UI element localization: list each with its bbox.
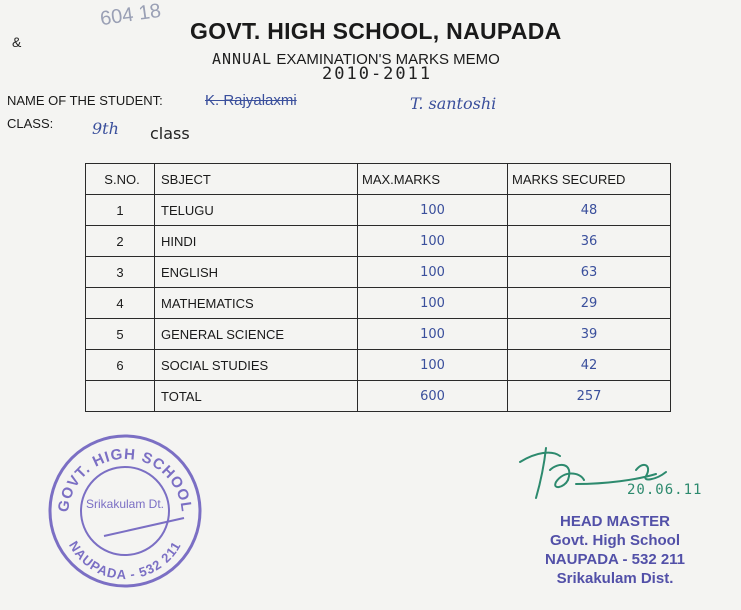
stamp-center-text: Srikakulam Dt. [85,497,165,511]
academic-year: 2010-2011 [322,64,433,84]
header-sno: S.NO. [86,164,155,195]
row-max-marks: 100 [358,226,508,257]
row-sno: 5 [86,319,155,350]
stamp-sign-line [104,518,184,536]
table-row [86,350,671,381]
row-max-marks: 100 [358,350,508,381]
stamp-bottom-text: NAUPADA - 532 211 [66,538,184,583]
headmaster-block [530,512,700,588]
total-marks-secured: 257 [508,381,671,412]
total-row [86,381,671,412]
memo-printed: EXAMINATION'S MARKS MEMO [276,51,500,68]
row-sno: 6 [86,350,155,381]
stamp-inner-ring [81,467,169,555]
table-row [86,257,671,288]
total-sno-empty [86,381,155,412]
name-label: NAME OF THE STUDENT: [7,93,163,108]
row-max-marks: 100 [358,195,508,226]
student-name: T. santoshi [410,94,497,113]
row-marks-secured: 39 [508,319,671,350]
row-max-marks: 100 [358,319,508,350]
hm-line-school: Govt. High School [550,532,680,549]
svg-text:NAUPADA - 532 211 [66,538,184,582]
row-sno: 2 [86,226,155,257]
row-marks-secured: 29 [508,288,671,319]
marks-table [85,163,671,412]
hm-line-title: HEAD MASTER [559,513,670,530]
table-row [86,226,671,257]
row-subject: MATHEMATICS [155,288,358,319]
class-word: class [150,124,190,143]
row-marks-secured: 63 [508,257,671,288]
total-label: TOTAL [155,381,358,412]
row-subject: SOCIAL STUDIES [155,350,358,381]
row-max-marks: 100 [358,288,508,319]
school-title: GOVT. HIGH SCHOOL, NAUPADA [190,18,562,44]
signature-date: 20.06.11 [627,482,703,498]
class-label: CLASS: [7,116,54,131]
pencil-annotation: 604 18 [98,0,163,31]
struck-name: K. Rajyalaxmi [205,92,297,109]
hm-line-district: Srikakulam Dist. [556,570,674,587]
row-marks-secured: 48 [508,195,671,226]
table-row [86,288,671,319]
school-stamp [46,432,204,590]
row-marks-secured: 36 [508,226,671,257]
table-row [86,195,671,226]
class-value: 9th [92,119,119,138]
row-sno: 3 [86,257,155,288]
header-subject: SBJECT [155,164,358,195]
row-subject: TELUGU [155,195,358,226]
headmaster-signature [516,440,686,510]
stamp-top-text: GOVT. HIGH SCHOOL [54,445,195,514]
row-subject: ENGLISH [155,257,358,288]
header-marks-secured: MARKS SECURED [508,164,671,195]
header-max-marks: MAX.MARKS [358,164,508,195]
row-subject: HINDI [155,226,358,257]
row-marks-secured: 42 [508,350,671,381]
table-header-row [86,164,671,195]
hm-line-address: NAUPADA - 532 211 [544,551,686,568]
table-row [86,319,671,350]
row-sno: 4 [86,288,155,319]
row-sno: 1 [86,195,155,226]
corner-mark: & [12,34,22,50]
row-subject: GENERAL SCIENCE [155,319,358,350]
row-max-marks: 100 [358,257,508,288]
memo-handwritten: ANNUAL [212,50,273,68]
total-max-marks: 600 [358,381,508,412]
